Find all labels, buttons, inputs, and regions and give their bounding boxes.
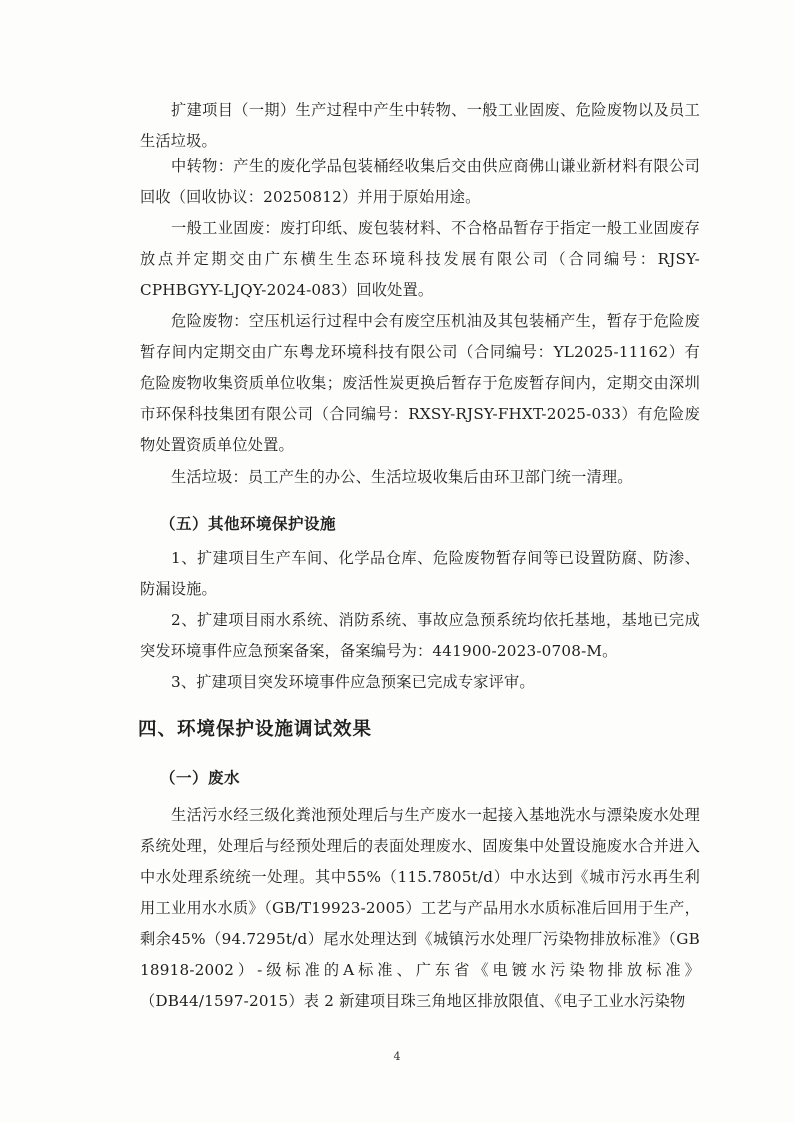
section4-subheading-wastewater: （一）废水: [160, 768, 241, 787]
paragraph-domestic-garbage: 生活垃圾：员工产生的办公、生活垃圾收集后由环卫部门统一清理。: [171, 468, 633, 486]
paragraph-intro: 扩建项目（一期）生产过程中产生中转物、一般工业固废、危险废物以及员工生活垃圾。: [140, 101, 700, 150]
paragraph-wastewater: 生活污水经三级化粪池预处理后与生产废水一起接入基地洗水与漂染废水处理系统处理，处理后与经预处理后的表面处理废水、固废集中处置设施废水合并进入中水处理系统统一处理。其中55%（115.7805t/d）中水达到《城市污水再生利用工业用水水质》（GB/T19923-2005）工艺与产品用水水质标准后回用于生产，剩余45%（94.7295t/d）尾水处理达到《城镇污水处理厂污染物排放标准》（GB 18918-2002）-级标准的A标准、广东省《电镀水污染物排放标准》（DB44/1597-2015）表 2 新建项目珠三角地区排放限值、《电子工业水污染物: [140, 806, 700, 1010]
paragraph-transfer-material: 中转物：产生的废化学品包装桶经收集后交由供应商佛山谦业新材料有限公司回收（回收协议：20250812）并用于原始用途。: [140, 157, 700, 206]
paragraph-hazardous-waste: 危险废物：空压机运行过程中会有废空压机油及其包装桶产生，暂存于危险废暂存间内定期交由广东粤龙环境科技有限公司（合同编号：YL2025-11162）有危险废物收集资质单位收集；废活性炭更换后暂存于危废暂存间内，定期交由深圳市环保科技集团有限公司（合同编号：RXSY-RJSY-FHXT-2025-033）有危险废物处置资质单位处置。: [140, 312, 700, 454]
section5-item-3: 3、扩建项目突发环境事件应急预案已完成专家评审。: [171, 673, 535, 691]
section4-heading: 四、环境保护设施调试效果: [138, 719, 373, 740]
section5-item-1: 1、扩建项目生产车间、化学品仓库、危险废物暂存间等已设置防腐、防渗、防漏设施。: [140, 549, 700, 598]
section5-heading: （五）其他环境保护设施: [160, 514, 337, 533]
paragraph-general-industrial-waste: 一般工业固废：废打印纸、废包装材料、不合格品暂存于指定一般工业固废存放点并定期交由广东横生生态环境科技发展有限公司（合同编号：RJSY-CPHBGYY-LJQY-2024-083）回收处置。: [140, 219, 700, 299]
page-number: 4: [393, 1050, 401, 1063]
section5-item-2: 2、扩建项目雨水系统、消防系统、事故应急预系统均依托基地，基地已完成突发环境事件应急预案备案，备案编号为：441900-2023-0708-M。: [140, 611, 700, 660]
